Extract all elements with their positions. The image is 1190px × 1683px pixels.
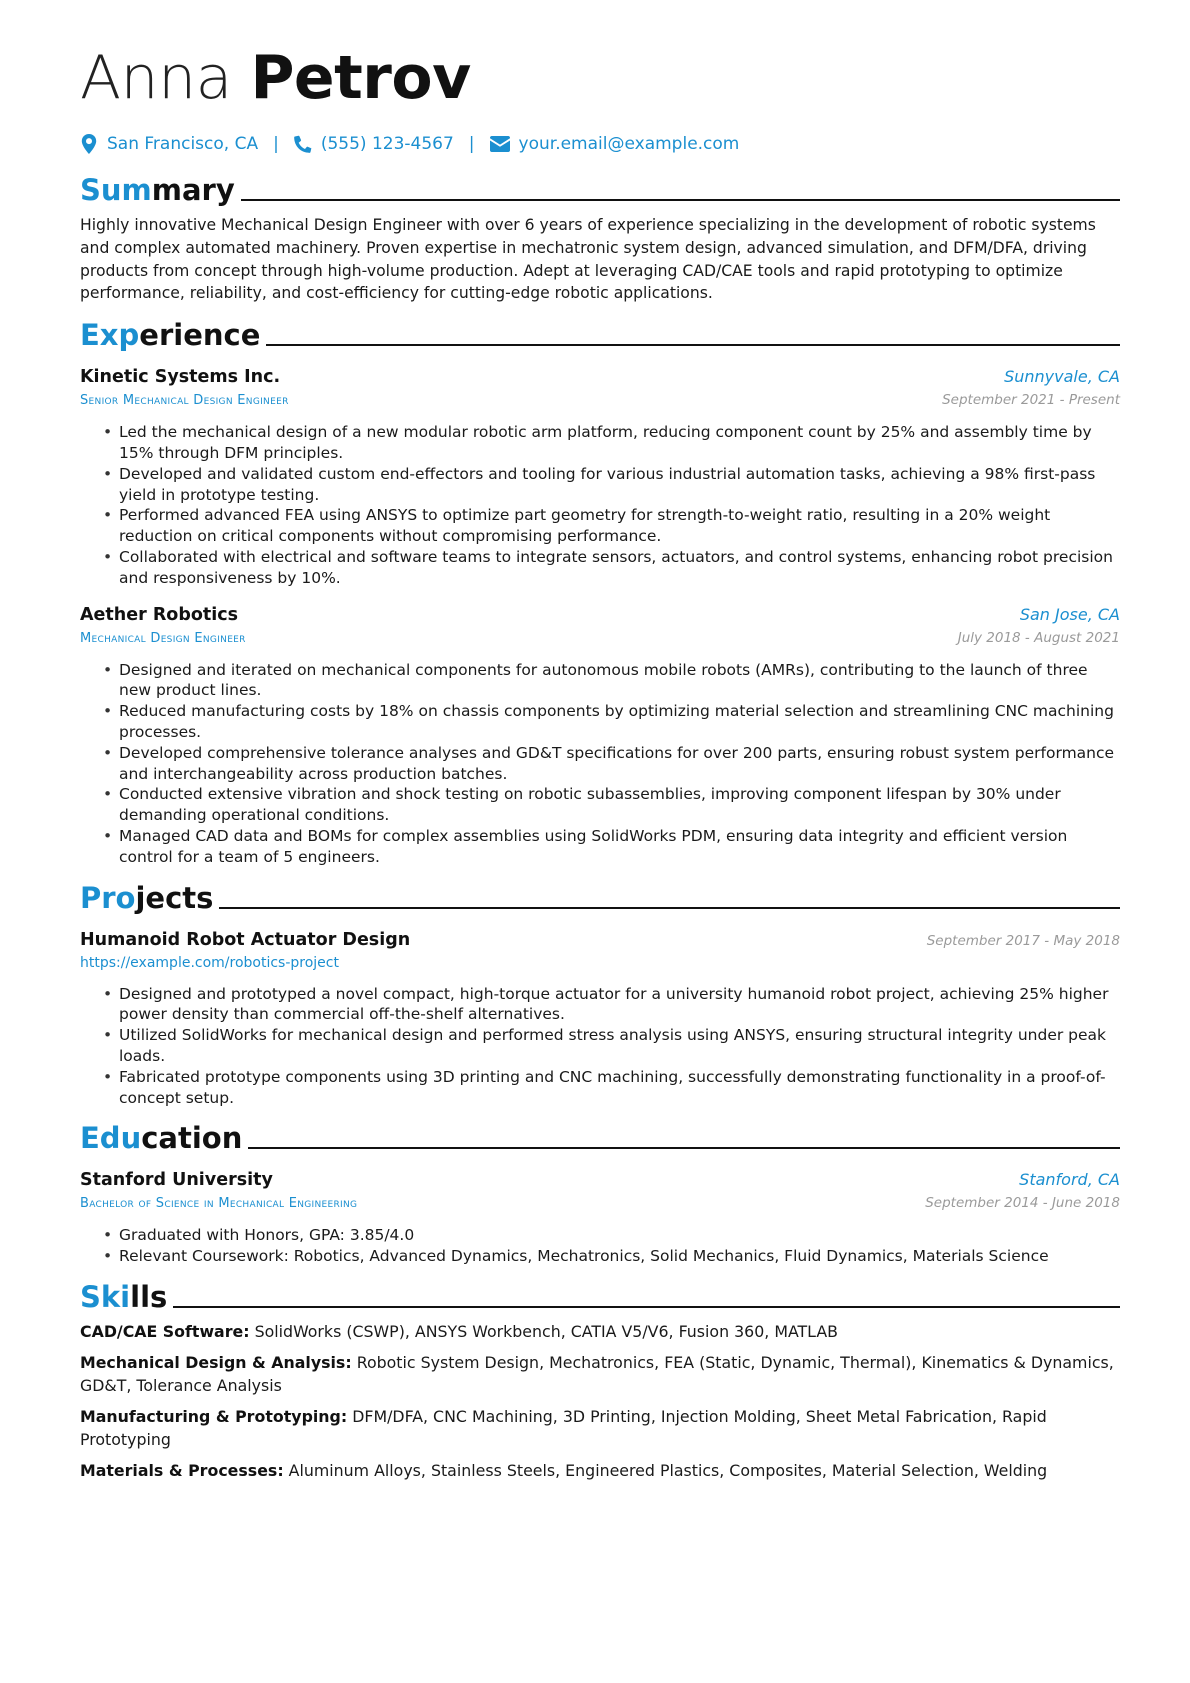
- section-heading: [80, 168, 1120, 208]
- school-name: Stanford University: [80, 1170, 273, 1191]
- contact-bar: [80, 130, 1120, 158]
- education-entry: [80, 1168, 1120, 1267]
- company-name: Aether Robotics: [80, 604, 239, 625]
- location-text: San Francisco, CA: [107, 134, 259, 154]
- map-pin-icon: [80, 134, 98, 154]
- job-bullets: [80, 422, 1120, 588]
- experience-entry: [80, 603, 1120, 868]
- skill-value: SolidWorks (CSWP), ANSYS Workbench, CATIA V5/V6, Fusion 360, MATLAB: [254, 1321, 838, 1341]
- list-item: • Developed and validated custom end-effectors and tooling for various industrial automation tasks, achieving a 98% first-pass yield in prototype testing.: [103, 464, 1120, 506]
- skill-row: [80, 1460, 1120, 1483]
- education-bullets: [80, 1225, 1120, 1267]
- envelope-icon: [490, 136, 510, 152]
- skill-label: Mechanical Design & Analysis:: [80, 1353, 352, 1373]
- list-item: • Fabricated prototype components using 3D printing and CNC machining, successfully demonstrating functionality in a proof-of-concept setup.: [103, 1067, 1120, 1109]
- list-item: • Developed comprehensive tolerance analyses and GD&T specifications for over 200 parts, ensuring robust system performance and interchangeability across production batches.: [103, 743, 1120, 785]
- section-rule: [173, 1306, 1120, 1308]
- candidate-name: [80, 42, 1120, 114]
- skill-row: [80, 1406, 1120, 1451]
- summary-section: [80, 168, 1120, 305]
- job-location: San Jose, CA: [1019, 604, 1120, 624]
- skill-label: Manufacturing & Prototyping:: [80, 1407, 348, 1427]
- experience-section: [80, 313, 1120, 867]
- summary-title: Summary: [80, 173, 235, 207]
- project-link[interactable]: https://example.com/robotics-project: [80, 954, 339, 971]
- section-rule: [241, 199, 1120, 201]
- skill-row: [80, 1352, 1120, 1397]
- list-item: • Collaborated with electrical and software teams to integrate sensors, actuators, and control systems, enhancing robot precision and responsiveness by 10%.: [103, 547, 1120, 589]
- job-dates: July 2018 - August 2021: [957, 629, 1120, 646]
- skill-value: Aluminum Alloys, Stainless Steels, Engineered Plastics, Composites, Material Selection, Welding: [288, 1461, 1048, 1481]
- project-entry: [80, 928, 1120, 1109]
- list-item: • Graduated with Honors, GPA: 3.85/4.0: [103, 1225, 1120, 1246]
- projects-title: Projects: [80, 880, 214, 915]
- contact-separator: |: [468, 134, 475, 154]
- section-heading: [80, 876, 1120, 916]
- skills-title: Skills: [80, 1279, 168, 1314]
- phone-icon: [294, 134, 312, 154]
- contact-location: [80, 134, 258, 154]
- section-heading: [80, 1116, 1120, 1156]
- project-bullets: [80, 984, 1120, 1109]
- first-name: Anna: [80, 43, 232, 113]
- projects-section: [80, 876, 1120, 1109]
- list-item: • Managed CAD data and BOMs for complex assemblies using SolidWorks PDM, ensuring data integrity and efficient version control for a team of 5 engineers.: [103, 826, 1120, 868]
- contact-email: [490, 134, 740, 154]
- list-item: • Designed and prototyped a novel compact, high-torque actuator for a university humanoid robot project, achieving 25% higher power density than commercial off-the-shelf alternatives.: [103, 984, 1120, 1026]
- job-dates: September 2021 - Present: [942, 392, 1120, 409]
- list-item: • Utilized SolidWorks for mechanical design and performed stress analysis using ANSYS, ensuring structural integrity under peak loads.: [103, 1025, 1120, 1067]
- summary-text: Highly innovative Mechanical Design Engineer with over 6 years of experience specializing in the development of robotic systems and complex automated machinery. Proven expertise in mechatronic system design, advanced simulation, and DFM/DFA, driving products from concept through high-volume production. Adept at leveraging CAD/CAE tools and rapid prototyping to optimize performance, reliability, and cost-efficiency for cutting-edge robotic applications.: [80, 216, 1096, 303]
- project-dates: September 2017 - May 2018: [926, 932, 1120, 949]
- school-location: Stanford, CA: [1019, 1170, 1120, 1190]
- skills-section: [80, 1275, 1120, 1483]
- section-rule: [219, 907, 1120, 909]
- list-item: • Conducted extensive vibration and shock testing on robotic subassemblies, improving component lifespan by 30% under demanding operational conditions.: [103, 784, 1120, 826]
- education-section: [80, 1116, 1120, 1267]
- email-link[interactable]: your.email@example.com: [518, 134, 740, 154]
- skill-row: [80, 1321, 1120, 1344]
- project-name: Humanoid Robot Actuator Design: [80, 929, 411, 950]
- job-title: Senior Mechanical Design Engineer: [80, 393, 289, 409]
- list-item: • Performed advanced FEA using ANSYS to optimize part geometry for strength-to-weight ratio, resulting in a 20% weight reduction on critical components without compromising performance.: [103, 505, 1120, 547]
- list-item: • Designed and iterated on mechanical components for autonomous mobile robots (AMRs), contributing to the launch of three new product lines.: [103, 660, 1120, 702]
- section-rule: [248, 1147, 1120, 1149]
- experience-entry: [80, 365, 1120, 588]
- section-heading: [80, 1275, 1120, 1315]
- last-name: Petrov: [250, 43, 471, 113]
- section-rule: [266, 344, 1120, 346]
- list-item: • Relevant Coursework: Robotics, Advanced Dynamics, Mechatronics, Solid Mechanics, Fluid Dynamics, Materials Science: [103, 1246, 1120, 1267]
- experience-title: Experience: [80, 318, 261, 353]
- job-location: Sunnyvale, CA: [1004, 367, 1120, 387]
- contact-phone: [294, 134, 454, 154]
- company-name: Kinetic Systems Inc.: [80, 367, 281, 388]
- skill-value: DFM/DFA, CNC Machining, 3D Printing, Injection Molding, Sheet Metal Fabrication, Rapid Prototyping: [80, 1407, 1047, 1449]
- list-item: • Led the mechanical design of a new modular robotic arm platform, reducing component count by 25% and assembly time by 15% through DFM principles.: [103, 422, 1120, 464]
- skill-value: Robotic System Design, Mechatronics, FEA (Static, Dynamic, Thermal), Kinematics & Dynamics, GD&T, Tolerance Analysis: [80, 1353, 1114, 1395]
- list-item: • Reduced manufacturing costs by 18% on chassis components by optimizing material selection and streamlining CNC machining processes.: [103, 701, 1120, 743]
- phone-text: (555) 123-4567: [320, 134, 454, 154]
- skill-label: CAD/CAE Software:: [80, 1321, 250, 1341]
- degree-title: Bachelor of Science in Mechanical Engineering: [80, 1196, 358, 1212]
- contact-separator: |: [273, 134, 279, 154]
- education-dates: September 2014 - June 2018: [925, 1195, 1120, 1212]
- job-title: Mechanical Design Engineer: [80, 630, 246, 646]
- job-bullets: [80, 660, 1120, 868]
- skill-label: Materials & Processes:: [80, 1461, 284, 1481]
- education-title: Education: [80, 1121, 243, 1156]
- section-heading: [80, 313, 1120, 353]
